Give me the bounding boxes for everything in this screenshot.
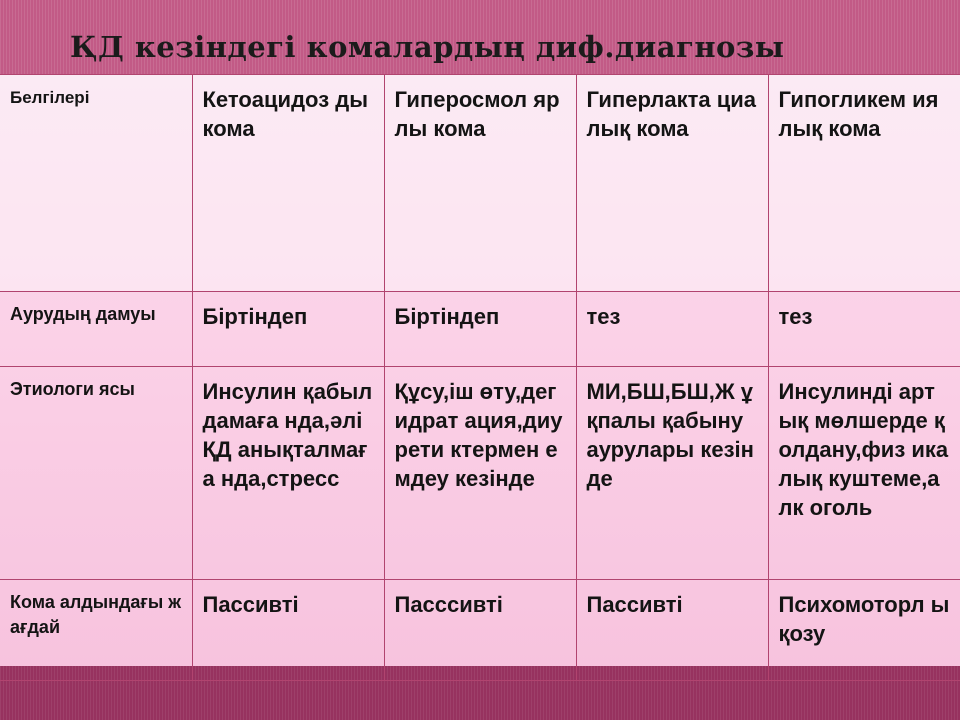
table-cell: тез [768, 292, 960, 367]
table-cell: Пасссивті [384, 580, 576, 681]
table-row [0, 580, 960, 681]
diagnosis-table [0, 74, 960, 681]
table-cell: Біртіндеп [192, 292, 384, 367]
table-header-row [0, 75, 960, 292]
row-label-precoma-state: Кома алдындағы жағдай [0, 580, 192, 681]
row-label-onset: Аурудың дамуы [0, 292, 192, 367]
slide-title: ҚД кезіндегі комалардың диф.диагнозы [70, 30, 785, 64]
table-cell: Инсулин қабылдамаға нда,әлі ҚД анықталмаға нда,стресс [192, 367, 384, 580]
table-cell: Біртіндеп [384, 292, 576, 367]
table-cell: тез [576, 292, 768, 367]
header-cell-ketoacidotic: Кетоацидоз ды кома [192, 75, 384, 292]
table-cell: Психомоторл ы қозу [768, 580, 960, 681]
table-cell: Құсу,іш өту,дегидрат ация,диурети ктермен емдеу кезінде [384, 367, 576, 580]
header-cell-hypoglycemic: Гипогликем иялық кома [768, 75, 960, 292]
table-cell: Пассивті [192, 580, 384, 681]
table-cell: Пассивті [576, 580, 768, 681]
header-cell-signs: Белгілері [0, 75, 192, 292]
table-row [0, 367, 960, 580]
table-row [0, 292, 960, 367]
table-cell: Инсулинді артық мөлшерде қолдану,физ икалық куштеме,алк оголь [768, 367, 960, 580]
header-cell-hyperosmolar: Гиперосмол ярлы кома [384, 75, 576, 292]
table-cell: МИ,БШ,БШ,Ж ұқпалы қабыну аурулары кезінде [576, 367, 768, 580]
diagnosis-table-container [0, 74, 960, 666]
row-label-etiology: Этиологи ясы [0, 367, 192, 580]
header-cell-hyperlactacidemic: Гиперлакта циалық кома [576, 75, 768, 292]
